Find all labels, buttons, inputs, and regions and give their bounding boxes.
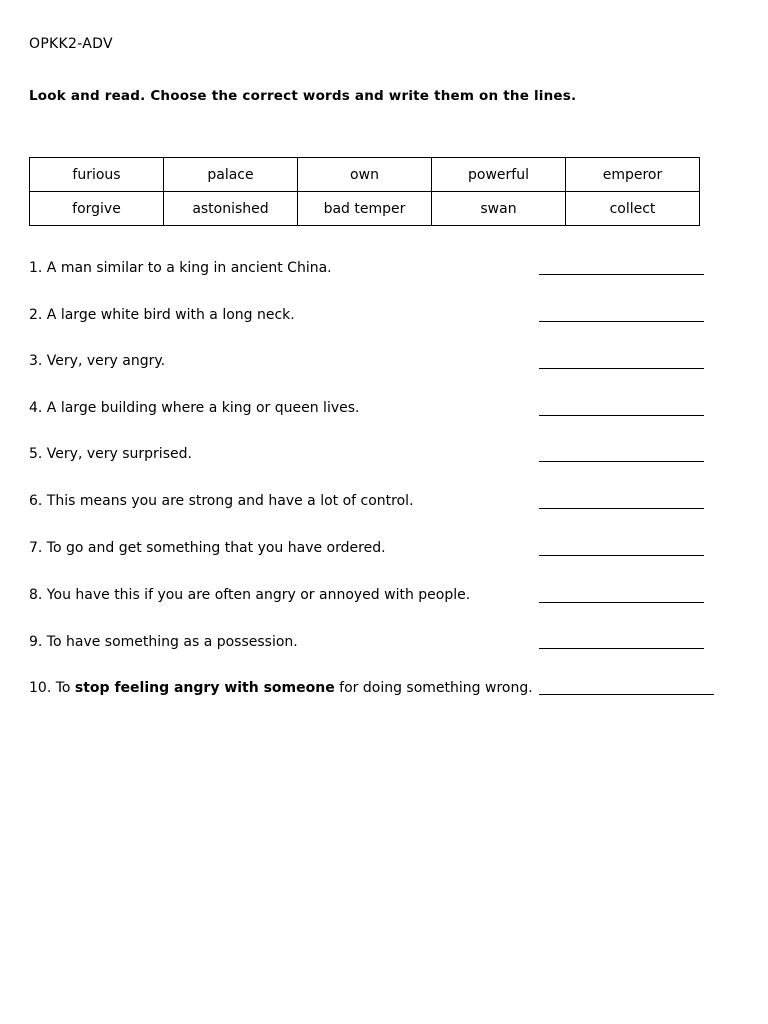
word-bank-cell: bad temper — [298, 192, 432, 226]
question-10 — [29, 680, 533, 696]
question-8: 8. You have this if you are often angry or annoyed with people. — [29, 587, 471, 603]
question-4: 4. A large building where a king or queen lives. — [29, 400, 360, 416]
question-10-bold: stop feeling angry with someone — [74, 680, 335, 696]
answer-line-5[interactable] — [539, 461, 704, 462]
question-10-tail: for doing something wrong. — [334, 680, 533, 696]
answer-line-7[interactable] — [539, 555, 704, 556]
answer-line-9[interactable] — [539, 648, 704, 649]
question-3: 3. Very, very angry. — [29, 353, 166, 369]
question-6: 6. This means you are strong and have a lot of control. — [29, 493, 414, 509]
question-1: 1. A man similar to a king in ancient China. — [29, 260, 332, 276]
word-bank-cell: astonished — [164, 192, 298, 226]
word-bank-table — [29, 157, 700, 226]
word-bank-row — [30, 158, 700, 192]
question-10-lead: 10. To — [29, 680, 75, 696]
answer-line-4[interactable] — [539, 415, 704, 416]
question-2: 2. A large white bird with a long neck. — [29, 307, 295, 323]
word-bank-cell: own — [298, 158, 432, 192]
answer-line-2[interactable] — [539, 321, 704, 322]
instruction-text: Look and read. Choose the correct words and write them on the lines. — [29, 88, 577, 104]
question-5: 5. Very, very surprised. — [29, 446, 192, 462]
word-bank-cell: palace — [164, 158, 298, 192]
word-bank-cell: forgive — [30, 192, 164, 226]
answer-line-3[interactable] — [539, 368, 704, 369]
answer-line-6[interactable] — [539, 508, 704, 509]
answer-line-1[interactable] — [539, 274, 704, 275]
question-7: 7. To go and get something that you have ordered. — [29, 540, 386, 556]
word-bank-row — [30, 192, 700, 226]
word-bank-cell: emperor — [566, 158, 700, 192]
answer-line-8[interactable] — [539, 602, 704, 603]
word-bank-cell: furious — [30, 158, 164, 192]
answer-line-10[interactable] — [539, 694, 714, 695]
word-bank-cell: powerful — [432, 158, 566, 192]
word-bank-cell: swan — [432, 192, 566, 226]
question-9: 9. To have something as a possession. — [29, 634, 298, 650]
worksheet-code: OPKK2-ADV — [29, 36, 113, 52]
word-bank-cell: collect — [566, 192, 700, 226]
